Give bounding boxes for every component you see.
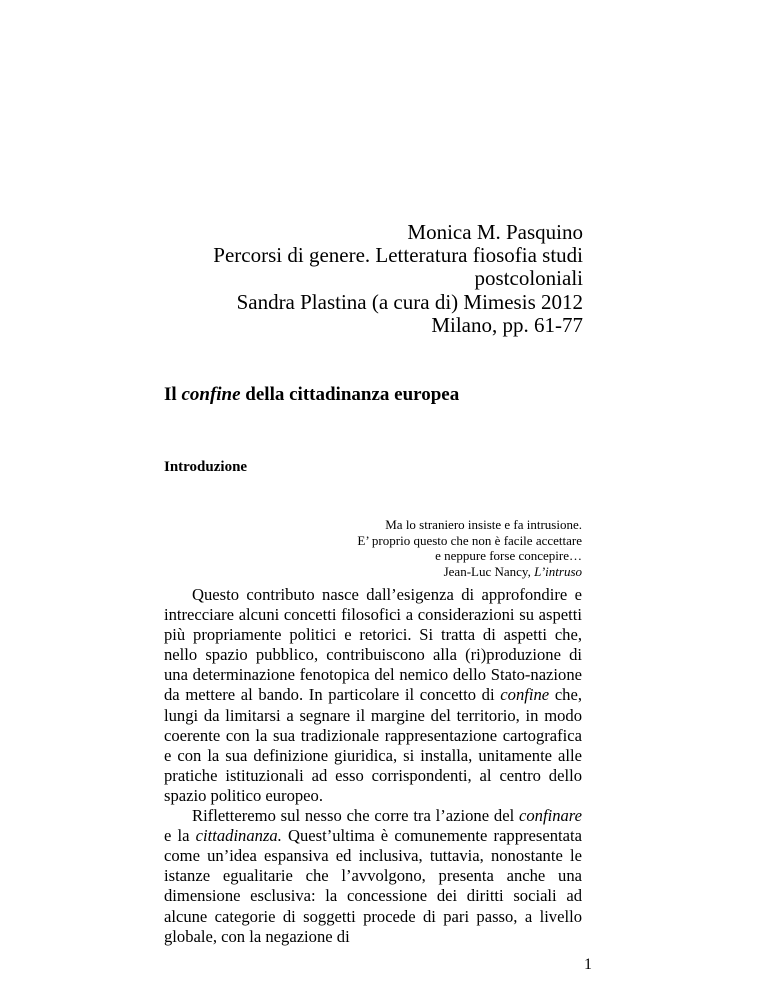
title-suffix: della cittadinanza europea xyxy=(245,384,460,405)
page-number: 1 xyxy=(584,956,592,973)
title-prefix: Il xyxy=(164,384,177,405)
title-emphasis: confine xyxy=(181,384,241,405)
section-heading: Introduzione xyxy=(164,459,248,475)
epigraph-line-1: Ma lo straniero insiste e fa intrusione. xyxy=(385,517,582,532)
epigraph xyxy=(222,517,582,579)
epigraph-author: Jean-Luc Nancy, xyxy=(443,563,531,579)
editor-publisher-line: Sandra Plastina (a cura di) Mimesis 2012 xyxy=(236,289,583,314)
paragraph-1-text-a: Questo contributo nasce dall’esigenza di approfondire e intrecciare alcuni concetti filosofici a considerazioni su aspetti più propriamente politici e retorici. Si tratta di aspetti che, nello spazio pubblico, contribuiscono alla (ri)produzione di una determinazione fenotopica del nemico dello Stato-nazione da mettere al bando. In particolare il concetto di xyxy=(164,585,582,705)
place-pages-line: Milano, pp. 61-77 xyxy=(431,312,583,337)
author-name: Monica M. Pasquino xyxy=(407,220,583,244)
paragraph-1-text-b: che, lungi da limitarsi a segnare il margine del territorio, in modo coerente con la sua tradizionale rappresentazione cartografica e con la sua definizione giuridica, si installa, unitamente alle pratiche istituzionali ad esso corrispondenti, al centro dello spazio politico europeo. xyxy=(164,685,582,805)
epigraph-attribution xyxy=(222,564,582,580)
article-title xyxy=(164,384,459,406)
epigraph-work: L’intruso xyxy=(534,563,582,579)
epigraph-line-2: E’ proprio questo che non è facile accettare xyxy=(357,532,582,548)
paragraph-2-text-c: Quest’ultima è comunemente rappresentata come un’idea espansiva ed inclusiva, tuttavia, nonostante le istanze egualitarie che l’avvolgono, presenta anche una dimensione esclusiva: la concessione dei diritti sociali ad alcune categorie di soggetti procede di pari passo, a livello globale, con la negazione di xyxy=(164,826,582,946)
paragraph-2-text-b: e la xyxy=(164,826,190,846)
book-title-line-2: postcoloniali xyxy=(474,266,583,291)
bibliographic-header xyxy=(163,221,583,337)
paragraph-1-emphasis: confine xyxy=(500,685,550,705)
book-title-line-1: Percorsi di genere. Letteratura fiosofia studi xyxy=(213,243,583,268)
paragraph-2 xyxy=(164,806,582,947)
paragraph-2-text-a: Rifletteremo sul nesso che corre tra l’azione del xyxy=(192,806,515,826)
epigraph-line-3: e neppure forse concepire… xyxy=(435,548,582,564)
paragraph-1 xyxy=(164,585,582,806)
body-text xyxy=(164,585,582,947)
paragraph-2-emphasis-2: cittadinanza. xyxy=(195,826,282,846)
paragraph-2-emphasis-1: confinare xyxy=(519,806,582,826)
